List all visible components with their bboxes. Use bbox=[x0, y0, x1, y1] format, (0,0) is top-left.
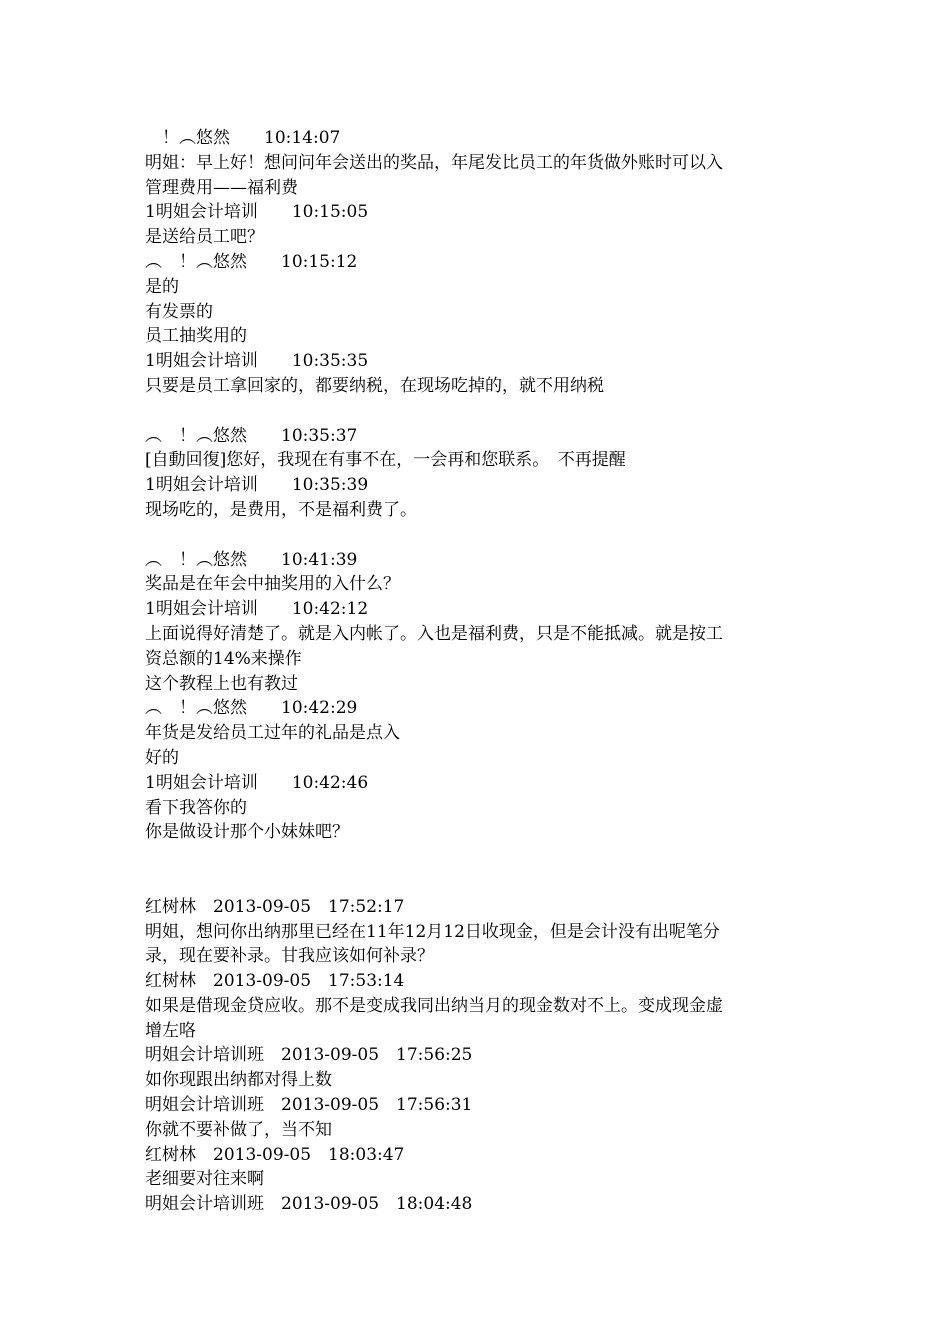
chat-line: 看下我答你的 bbox=[145, 797, 247, 818]
chat-line bbox=[145, 523, 810, 548]
chat-line: 明姐，想问你出纳那里已经在11年12月12日收现金，但是会计没有出呢笔分 bbox=[145, 921, 720, 942]
chat-line: ︵ ！︵悠然 10:41:39 bbox=[145, 549, 358, 570]
chat-line: ︵ ！︵悠然 10:35:37 bbox=[145, 425, 358, 446]
chat-line: 好的 bbox=[145, 747, 179, 768]
chat-log-document bbox=[145, 126, 810, 1217]
chat-line: 你是做设计那个小妹妹吧？ bbox=[145, 822, 349, 843]
chat-line: 1明姐会计培训 10:35:35 bbox=[145, 351, 369, 372]
chat-line: 你就不要补做了，当不知 bbox=[145, 1119, 332, 1140]
chat-line bbox=[145, 870, 810, 895]
chat-line: 是的 bbox=[145, 276, 179, 297]
chat-line: 如你现跟出纳都对得上数 bbox=[145, 1070, 332, 1091]
chat-line: 1明姐会计培训 10:42:46 bbox=[145, 772, 369, 793]
chat-line: 是送给员工吧？ bbox=[145, 227, 264, 248]
chat-line: 1明姐会计培训 10:35:39 bbox=[145, 475, 369, 496]
chat-line: 现场吃的，是费用，不是福利费了。 bbox=[145, 499, 417, 520]
chat-line: 红树林 2013-09-05 17:52:17 bbox=[145, 896, 405, 917]
chat-line: 有发票的 bbox=[145, 301, 213, 322]
chat-line: 录，现在要补录。甘我应该如何补录？ bbox=[145, 946, 434, 967]
chat-line: 明姐会计培训班 2013-09-05 17:56:25 bbox=[145, 1045, 473, 1066]
chat-line: 红树林 2013-09-05 18:03:47 bbox=[145, 1144, 405, 1165]
chat-line bbox=[145, 845, 810, 870]
chat-line: 只要是员工拿回家的，都要纳税，在现场吃掉的，就不用纳税 bbox=[145, 375, 604, 396]
chat-line: ︵ ！︵悠然 10:15:12 bbox=[145, 251, 358, 272]
chat-line: 奖品是在年会中抽奖用的入什么？ bbox=[145, 574, 400, 595]
chat-line: 老细要对往来啊 bbox=[145, 1169, 264, 1190]
chat-line: 明姐会计培训班 2013-09-05 18:04:48 bbox=[145, 1194, 473, 1215]
chat-line: 员工抽奖用的 bbox=[145, 326, 247, 347]
chat-line: 这个教程上也有教过 bbox=[145, 673, 298, 694]
chat-line: 资总额的14%来操作 bbox=[145, 648, 302, 669]
chat-line: 如果是借现金贷应收。那不是变成我同出纳当月的现金数对不上。变成现金虚 bbox=[145, 995, 723, 1016]
chat-line: 管理费用——福利费 bbox=[145, 177, 298, 198]
chat-line: ︵ ！︵悠然 10:42:29 bbox=[145, 698, 358, 719]
chat-line: 1明姐会计培训 10:15:05 bbox=[145, 202, 369, 223]
chat-line: [自動回復]您好，我现在有事不在，一会再和您联系。 不再提醒 bbox=[145, 450, 626, 471]
chat-line: 明姐会计培训班 2013-09-05 17:56:31 bbox=[145, 1095, 473, 1116]
chat-line: 年货是发给员工过年的礼品是点入 bbox=[145, 723, 400, 744]
chat-line: 明姐：早上好！想问问年会送出的奖品，年尾发比员工的年货做外账时可以入 bbox=[145, 152, 723, 173]
chat-line bbox=[145, 399, 810, 424]
chat-line: ！︵悠然 10:14:07 bbox=[145, 128, 341, 148]
chat-line: 红树林 2013-09-05 17:53:14 bbox=[145, 971, 405, 992]
chat-line: 增左咯 bbox=[145, 1020, 196, 1041]
chat-line: 1明姐会计培训 10:42:12 bbox=[145, 599, 369, 620]
chat-line: 上面说得好清楚了。就是入内帐了。入也是福利费，只是不能抵减。就是按工 bbox=[145, 623, 723, 644]
